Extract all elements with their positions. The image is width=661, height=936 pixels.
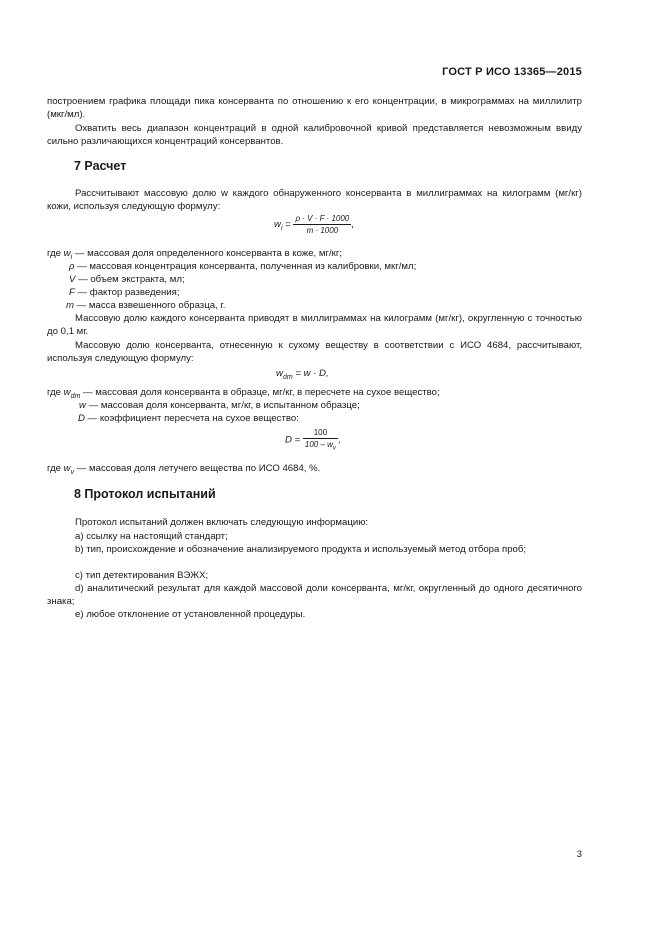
- definition-symbol: w: [63, 248, 71, 259]
- formula-d: [285, 428, 341, 452]
- intro-paragraph-1: построением графика площади пика консерванта по отношению к его концентрации, в микрограммах на миллилитр (мкг/мл).: [47, 96, 582, 121]
- section-7-heading: 7 Расчет: [74, 159, 127, 173]
- definition-f: [69, 286, 179, 299]
- section-7-paragraph-3: Массовую долю консерванта, отнесенную к сухому веществу в соответствии с ИСО 4684, рассчитывают, используя следующую формулу:: [47, 340, 582, 365]
- section-7-paragraph-1: [47, 187, 582, 214]
- definition-text: — масса взвешенного образца, г.: [74, 300, 226, 311]
- definition-rho: [69, 260, 416, 273]
- formula-wi-numerator: ρ · V · F · 1000: [295, 214, 350, 223]
- section-8-heading: 8 Протокол испытаний: [74, 487, 216, 501]
- definition-text: — массовая концентрация консерванта, полученная из калибровки, мкг/мл;: [74, 261, 417, 272]
- formula-d-tail: ,: [337, 434, 341, 446]
- definition-symbol: w: [79, 400, 86, 411]
- formula-wdm-rhs: = w · D,: [292, 368, 329, 379]
- definition-symbol: m: [66, 300, 74, 311]
- definition-symbol: ρ: [69, 261, 75, 272]
- definition-symbol-sub: v: [70, 468, 75, 476]
- section-8-paragraph-1: Протокол испытаний должен включать следующую информацию:: [75, 517, 369, 528]
- list-item-d: d) аналитический результат для каждой массовой доли консерванта, мг/кг, округленный до одного десятичного знака;: [47, 583, 582, 608]
- formula-d-numerator: 100: [303, 428, 338, 439]
- list-item-e: e) любое отклонение от установленной процедуры.: [75, 609, 306, 620]
- definition-m: [66, 299, 225, 312]
- section-7-paragraph-2: Массовую долю каждого консерванта приводят в миллиграммах на килограмм (мг/кг), округленную с точностью до 0,1 мг.: [47, 313, 582, 338]
- formula-wi-eq: =: [285, 219, 291, 231]
- intro-paragraph-2: Охватить весь диапазон концентраций в одной калибровочной кривой представляется невозможным ввиду сильно различающихся концентраций консервантов.: [47, 123, 582, 148]
- definition-symbol: w: [63, 387, 71, 398]
- formula-wi-lhs-sub: i: [280, 224, 283, 232]
- formula-wdm-lhs-sub: dm: [282, 373, 293, 381]
- formula-d-lhs: D: [285, 434, 292, 446]
- list-item-b: b) тип, происхождение и обозначение анализируемого продукта и используемый метод отбора проб;: [75, 544, 527, 555]
- definition-d: [78, 412, 299, 425]
- formula-wi-denominator: m · 1000: [306, 226, 339, 235]
- list-item-a: a) ссылку на настоящий стандарт;: [75, 531, 228, 542]
- definition-text: — массовая доля летучего вещества по ИСО 4684, %.: [74, 463, 321, 474]
- definition-text: — объем экстракта, мл;: [75, 274, 185, 285]
- definition-symbol: F: [69, 287, 75, 298]
- definition-v: [69, 273, 185, 286]
- formula-wdm: [276, 368, 329, 381]
- formula-wi-tail: ,: [351, 219, 354, 231]
- definition-wv: [47, 462, 320, 479]
- definition-symbol: w: [63, 463, 71, 474]
- formula-d-fraction: [303, 428, 338, 452]
- definition-prefix: где: [47, 463, 64, 474]
- definition-prefix: где: [47, 387, 64, 398]
- formula-wdm-lhs: w: [276, 368, 283, 379]
- formula-d-eq: =: [294, 434, 301, 446]
- formula-wi-fraction: [293, 214, 351, 235]
- formula-d-denominator-text: 100 – w: [304, 440, 333, 449]
- definition-symbol-sub: i: [70, 253, 73, 261]
- formula-wi-lhs: w: [274, 219, 281, 231]
- document-id-header: ГОСТ Р ИСО 13365—2015: [442, 66, 582, 78]
- list-item-c: c) тип детектирования ВЭЖХ;: [75, 570, 209, 581]
- definition-w: [79, 399, 360, 412]
- page-number: 3: [576, 849, 582, 860]
- formula-wi: [274, 214, 354, 235]
- definition-text: — фактор разведения;: [74, 287, 180, 298]
- definition-text: — коэффициент пересчета на сухое вещество:: [84, 413, 299, 424]
- definition-prefix: где: [47, 248, 64, 259]
- formula-d-denominator: [303, 439, 338, 452]
- definition-symbol: V: [69, 274, 76, 285]
- definition-text: — массовая доля консерванта, мг/кг, в испытанном образце;: [85, 400, 360, 411]
- definition-symbol-sub: dm: [70, 392, 81, 400]
- section-7-para-1-text: Рассчитывают массовую долю w каждого обнаруженного консерванта в миллиграммах на килограмм (мг/кг) кожи, используя следующую формулу:: [47, 188, 582, 213]
- definition-text: — массовая доля консерванта в образце, мг/кг, в пересчете на сухое вещество;: [80, 387, 440, 398]
- definition-symbol: D: [78, 413, 85, 424]
- definition-text: — массовая доля определенного консерванта в коже, мг/кг;: [72, 248, 343, 259]
- formula-d-denominator-sub: v: [332, 445, 336, 452]
